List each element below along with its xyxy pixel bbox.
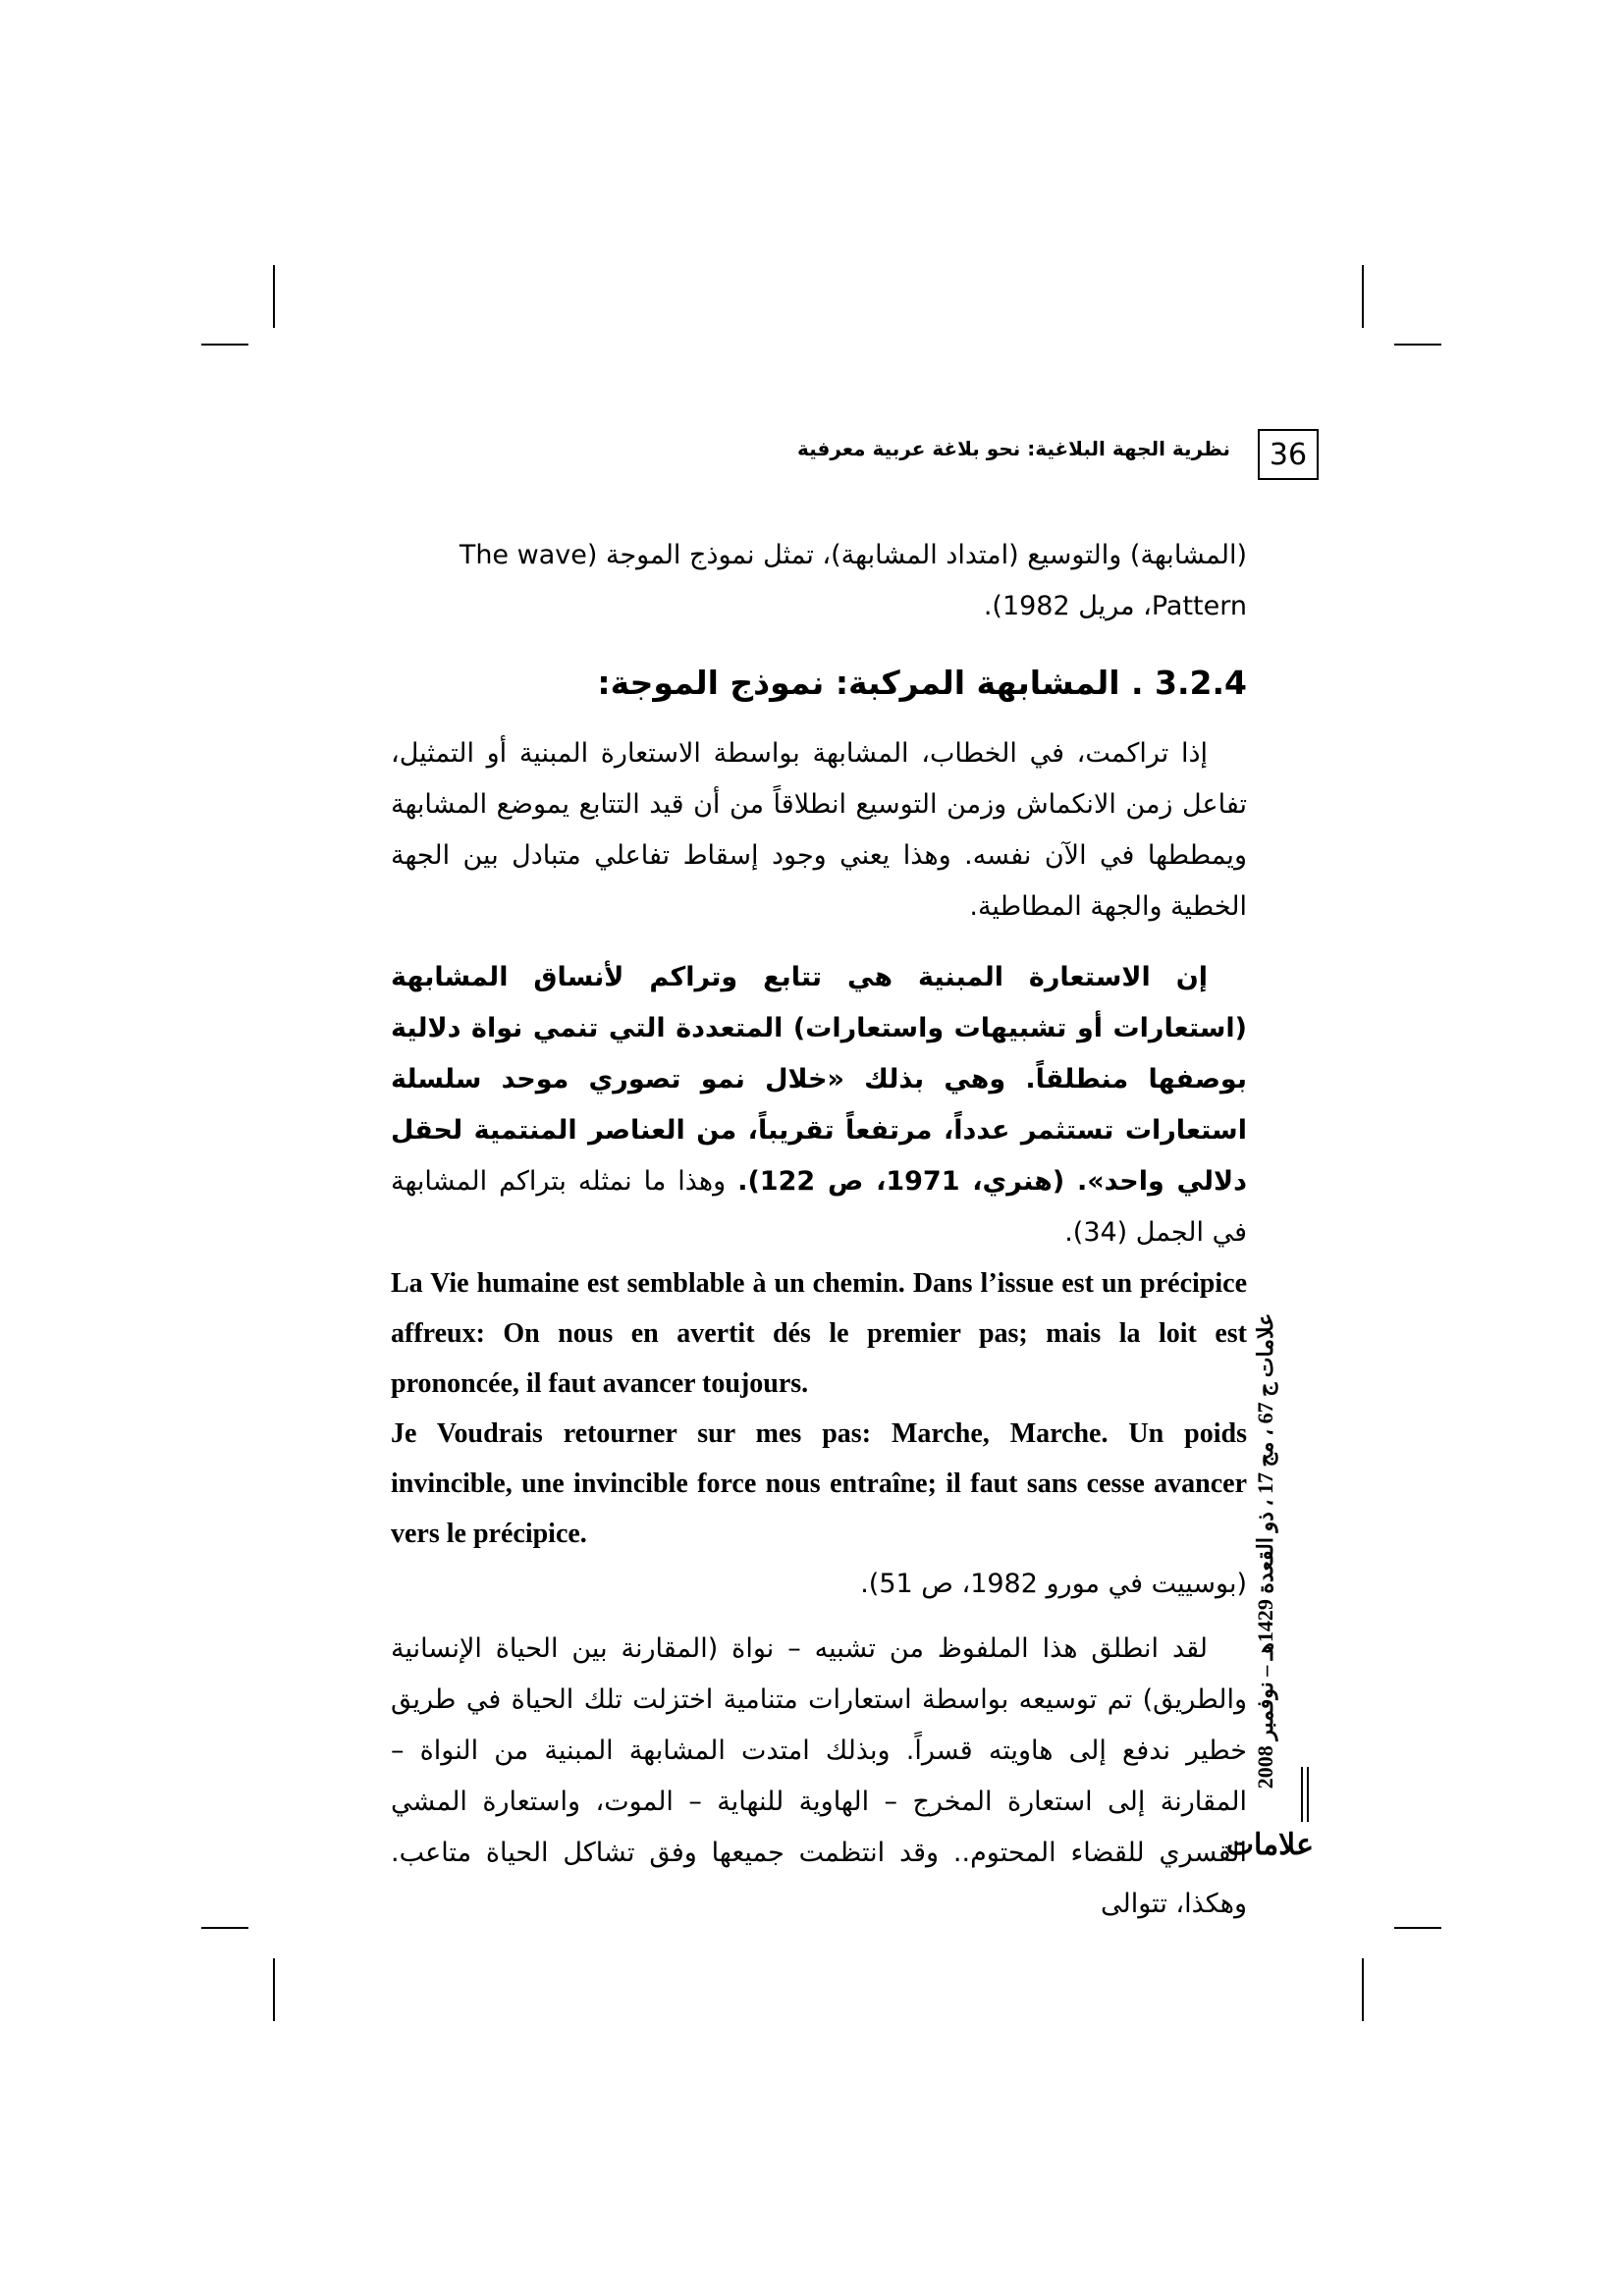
sidebar-rule-2 [1307, 1767, 1309, 1822]
intro-line-2: Pattern، مريل 1982). [983, 591, 1247, 621]
page-number: 36 [1258, 429, 1319, 480]
section-heading: 3.2.4 . المشابهة المركبة: نموذج الموجة: [597, 664, 1247, 702]
paragraph-2-regular: وهذا ما نمثله بتراكم المشابهة في الجمل (34). [391, 1166, 1247, 1248]
running-title: نظرية الجهة البلاغية: نحو بلاغة عربية معرفية [797, 437, 1230, 460]
citation: (بوسييت في مورو 1982، ص 51). [860, 1569, 1247, 1599]
crop-mark-bottom-left [273, 1958, 275, 2021]
paragraph-2 [391, 952, 1247, 1258]
paragraph-3: لقد انطلق هذا الملفوظ من تشبيه – نواة (المقارنة بين الحياة الإنسانية والطريق) تم توسيعه بواسطة استعارات متنامية اختزلت تلك الحياة في طريق خطير ندفع إلى هاويته قسراً. وبذلك امتدت المشابهة المبنية من النواة – المقارنة إلى استعارة المخرج – الهاوية للنهاية – الموت، واستعارة المشي القسري للقضاء المحتوم.. وقد انتظمت جميعها وفق تشاكل الحياة متاعب. وهكذا، تتوالى [391, 1633, 1247, 1919]
crop-mark-top-right [1362, 265, 1364, 328]
paragraph-1: إذا تراكمت، في الخطاب، المشابهة بواسطة الاستعارة المبنية أو التمثيل، تفاعل زمن الانكماش وزمن التوسيع انطلاقاً من أن قيد التتابع يموضع المشابهة ويمططها في الآن نفسه. وهذا يعني وجود إسقاط تفاعلي متبادل بين الجهة الخطية والجهة المطاطية. [391, 738, 1247, 922]
page-content [391, 530, 1247, 1930]
intro-line-1: (المشابهة) والتوسيع (امتداد المشابهة)، تمثل نموذج الموجة (The wave [459, 540, 1247, 570]
journal-info: علامات ج 67 ، مج 17 ، ذو القعدة 1429هـ – نوفمبر 2008 [1253, 1312, 1277, 1789]
french-quote-1: La Vie humaine est semblable à un chemin. Dans l’issue est un précipice affreux: On nous en avertit dés le premier pas; mais la loit est prononcée, il faut avancer toujours. [391, 1268, 1247, 1399]
crop-mark-top-left [273, 265, 275, 328]
french-quote-2: Je Voudrais retourner sur mes pas: Marche, Marche. Un poids invincible, une invincible force nous entraîne; il faut sans cesse avancer vers le précipice. [391, 1418, 1247, 1549]
crop-mark-bottom-right-h [1394, 1927, 1441, 1929]
page-header [393, 429, 1319, 486]
crop-mark-top-left-h [201, 344, 248, 346]
journal-sidebar [1231, 1286, 1300, 1816]
journal-logo: علامات [1225, 1828, 1314, 1862]
crop-mark-top-right-h [1394, 344, 1441, 346]
crop-mark-bottom-left-h [201, 1927, 248, 1929]
paragraph-2-bold: إن الاستعارة المبنية هي تتابع وتراكم لأنساق المشابهة (استعارات أو تشبيهات واستعارات) المتعددة التي تنمي نواة دلالية بوصفها منطلقاً. وهي بذلك «خلال نمو تصوري موحد سلسلة استعارات تستثمر عدداً، مرتفعاً تقريباً، من العناصر المنتمية لحقل دلالي واحد». (هنري، 1971، ص 122). [391, 962, 1247, 1197]
sidebar-rule [1301, 1767, 1303, 1822]
crop-mark-bottom-right [1362, 1958, 1364, 2021]
